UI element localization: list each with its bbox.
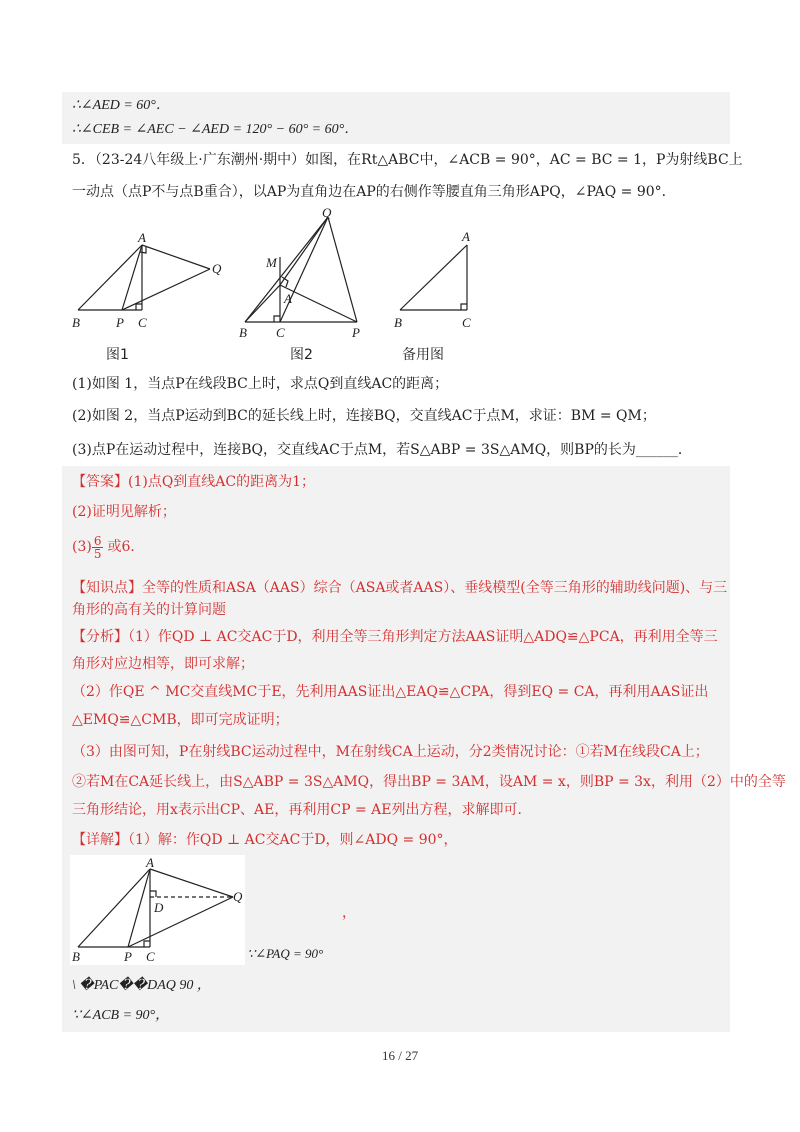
- fig2-label-q: Q: [322, 205, 332, 220]
- analysis-line-4: △EMQ≌△CMB，即可完成证明；: [72, 712, 289, 728]
- fig1-label-c: C: [138, 315, 147, 330]
- page-number: [0, 1048, 800, 1064]
- fig2-aq: [280, 217, 328, 285]
- fig3-label-a: A: [462, 229, 470, 244]
- fig2-label-p: P: [352, 325, 360, 340]
- analysis-line-5: （3）由图可知，P在射线BC运动过程中，M在射线CA上运动，分2类情况讨论：①若M在线段CA上；: [72, 744, 709, 760]
- question-1: (1)如图 1，当点P在线段BC上时，求点Q到直线AC的距离；: [72, 376, 449, 392]
- fig1-right-angle-c: [136, 304, 142, 310]
- figure-backup: [400, 245, 467, 310]
- fig1-label-q: Q: [212, 261, 222, 276]
- detail-comma: ，: [342, 905, 356, 921]
- page-separator: /: [398, 1048, 402, 1063]
- detail-label-p: P: [124, 949, 132, 964]
- answer-3-fraction: [92, 535, 104, 560]
- fig2-label-c: C: [276, 325, 285, 340]
- fig2-qp: [328, 217, 357, 322]
- page-total: 27: [405, 1048, 419, 1063]
- detail-label-d: D: [154, 900, 164, 915]
- answer-3: [72, 530, 144, 564]
- caption-figure-1: 图1: [106, 347, 129, 363]
- answer-3-prefix: (3): [72, 539, 92, 555]
- fig2-label-b: B: [239, 325, 247, 340]
- problem-header-2: 一动点（点P不与点B重合），以AP为直角边在AP的右侧作等腰直角三角形APQ，∠PAQ = 90°．: [72, 184, 676, 200]
- detail-since-paq: ∵∠PAQ = 90°: [247, 946, 324, 961]
- fig1-label-a: A: [138, 230, 146, 245]
- detail-acb-line: ∵∠ACB = 90°，: [72, 1008, 170, 1023]
- detail-label-a: A: [146, 855, 154, 870]
- page-current: 16: [381, 1048, 395, 1063]
- detail-label-c: C: [146, 949, 155, 964]
- analysis-line-3: （2）作QE ^ MC交直线MC于E，先利用AAS证出△EAQ≌△CPA，得到EQ = CA，再利用AAS证出: [72, 684, 709, 700]
- fig3-right-angle-c: [461, 304, 467, 310]
- figure-2: [245, 217, 357, 322]
- question-2: (2)如图 2，当点P运动到BC的延长线上时，连接BQ，交直线AC于点M，求证：BM = QM；: [72, 408, 656, 424]
- fig2-label-m: M: [266, 255, 277, 270]
- fig3-label-c: C: [462, 315, 471, 330]
- fig1-label-p: P: [116, 315, 124, 330]
- question-3: (3)点P在运动过程中，连接BQ，交直线AC于点M，若S△ABP = 3S△AMQ，则BP的长为______．: [72, 442, 692, 458]
- top-line-1: ∴∠AED = 60°．: [72, 98, 170, 113]
- fig2-bq: [245, 217, 328, 322]
- analysis-line-6: ②若M在CA延长线上，由S△ABP = 3S△AMQ，得出BP = 3AM，设AM = x，则BP = 3x，利用（2）中的全等: [72, 774, 786, 790]
- fraction-numerator: 6: [93, 533, 102, 548]
- fig1-label-b: B: [72, 315, 80, 330]
- fig3-ba: [400, 245, 467, 310]
- fraction-denominator: 5: [93, 546, 102, 561]
- fig1-aq: [142, 245, 210, 269]
- caption-backup-figure: 备用图: [402, 347, 444, 363]
- analysis-line-7: 三角形结论，用x表示出CP、AE，再利用CP = AE列出方程，求解即可．: [72, 802, 532, 818]
- detail-label-q: Q: [233, 889, 243, 904]
- figure-1: [78, 245, 210, 310]
- knowledge-line-2: 角形的高有关的计算问题: [72, 602, 226, 618]
- detail-label-b: B: [72, 949, 80, 964]
- detail-garbled-line: \ �PAC��DAQ 90 ，: [72, 978, 211, 993]
- fig3-label-b: B: [394, 315, 402, 330]
- detail-line-1: 【详解】（1）解：作QD ⊥ AC交AC于D，则∠ADQ = 90°，: [72, 832, 458, 848]
- caption-figure-2: 图2: [290, 347, 313, 363]
- fig2-label-a: A: [284, 291, 292, 306]
- fig2-right-angle-a: [282, 277, 288, 287]
- analysis-line-1: 【分析】（1）作QD ⊥ AC交AC于D，利用全等三角形判定方法AAS证明△ADQ≌△PCA，再利用全等三: [72, 629, 718, 645]
- answer-1: 【答案】(1)点Q到直线AC的距离为1；: [72, 474, 316, 490]
- analysis-line-2: 角形对应边相等，即可求解；: [72, 656, 254, 672]
- detail-figure: [70, 855, 245, 965]
- answer-3-suffix: 或6．: [107, 539, 145, 555]
- problem-header: 5．（23-24八年级上·广东潮州·期中）如图，在Rt△ABC中，∠ACB = 90°，AC = BC = 1，P为射线BC上: [72, 152, 743, 168]
- answer-2: (2)证明见解析；: [72, 504, 176, 520]
- top-line-2: ∴∠CEB = ∠AEC − ∠AED = 120° − 60° = 60°．: [72, 122, 359, 137]
- fig1-qp: [122, 269, 210, 310]
- knowledge-line-1: 【知识点】全等的性质和ASA（AAS）综合（ASA或者AAS）、垂线模型(全等三角形的辅助线问题)、与三: [72, 580, 728, 596]
- fig2-right-angle-c: [274, 316, 280, 322]
